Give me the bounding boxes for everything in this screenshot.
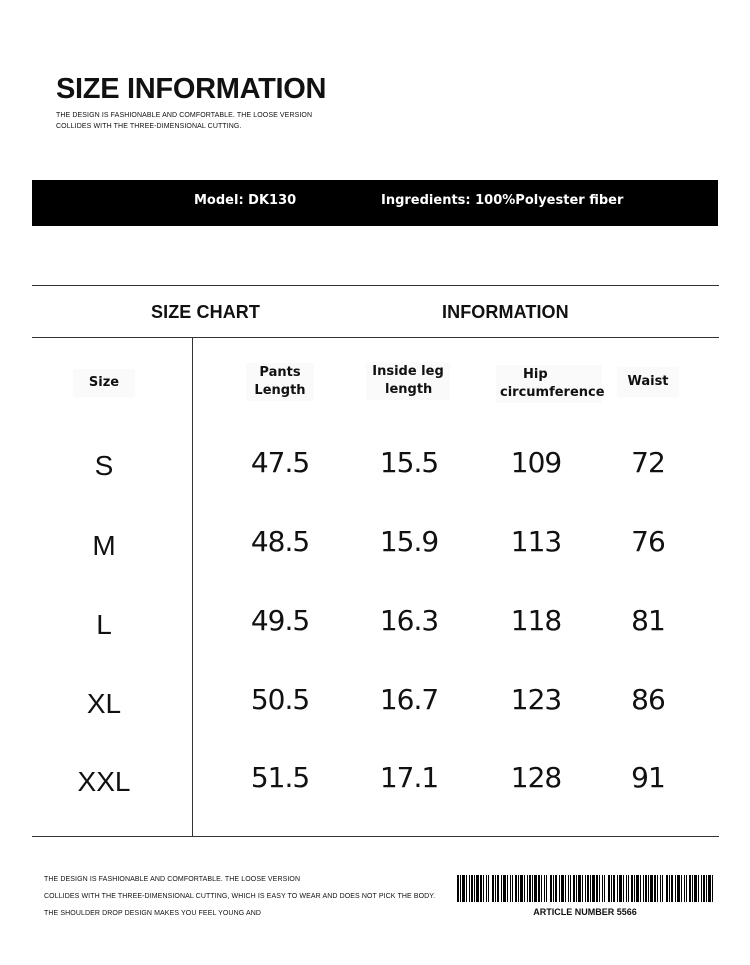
- subtitle-line-2: COLLIDES WITH THE THREE-DIMENSIONAL CUTTING.: [56, 123, 242, 130]
- page-title: SIZE INFORMATION: [56, 73, 327, 105]
- column-header-pants-length-line2: Length: [254, 383, 306, 398]
- table-cell-size: XXL: [77, 766, 131, 797]
- model-label: Model: DK130: [194, 193, 297, 208]
- size-chart-heading: SIZE CHART: [151, 302, 260, 322]
- table-cell-inside-leg: 16.3: [379, 604, 439, 637]
- column-header-hip-line1: Hip: [523, 367, 548, 382]
- column-header-inside-leg: [366, 362, 450, 400]
- table-cell-waist: 86: [631, 683, 665, 716]
- column-header-pants-length: [246, 363, 314, 401]
- table-cell-size: S: [94, 450, 114, 481]
- column-header-size-text: Size: [88, 375, 120, 390]
- table-cell-inside-leg: 16.7: [379, 683, 439, 716]
- footer-note-line-2: COLLIDES WITH THE THREE-DIMENSIONAL CUTTING, WHICH IS EASY TO WEAR AND DOES NOT PICK THE BODY.: [44, 893, 436, 900]
- table-cell-pants-length: 50.5: [250, 683, 310, 716]
- column-header-inside-leg-line1: Inside leg: [372, 364, 444, 379]
- table-cell-size: L: [96, 609, 112, 640]
- column-header-hip-line2: circumference: [500, 385, 605, 400]
- subtitle-line-1: THE DESIGN IS FASHIONABLE AND COMFORTABLE. THE LOOSE VERSION: [56, 112, 313, 119]
- table-cell-waist: 81: [631, 604, 665, 637]
- table-header-rule: [32, 337, 719, 338]
- table-cell-hip: 113: [510, 525, 562, 558]
- column-header-waist: [617, 367, 679, 397]
- table-cell-inside-leg: 15.5: [379, 446, 439, 479]
- table-cell-waist: 91: [631, 761, 665, 794]
- column-header-hip: [496, 365, 605, 403]
- ingredients-label: Ingredients: 100%Polyester fiber: [381, 193, 624, 208]
- table-bottom-rule: [32, 836, 719, 837]
- article-number: ARTICLE NUMBER 5566: [533, 907, 637, 917]
- table-cell-hip: 128: [510, 761, 562, 794]
- table-cell-size: XL: [86, 688, 122, 719]
- column-header-size: [73, 369, 135, 397]
- table-cell-pants-length: 48.5: [250, 525, 310, 558]
- table-cell-pants-length: 51.5: [250, 761, 310, 794]
- product-banner: [32, 180, 718, 226]
- table-cell-size: M: [92, 530, 116, 561]
- footer-note-line-1: THE DESIGN IS FASHIONABLE AND COMFORTABLE. THE LOOSE VERSION: [44, 876, 301, 883]
- column-header-pants-length-line1: Pants: [259, 365, 301, 380]
- column-header-inside-leg-line2: length: [385, 382, 433, 397]
- column-header-waist-text: Waist: [627, 374, 669, 389]
- table-cell-inside-leg: 15.9: [379, 525, 439, 558]
- table-top-rule: [32, 285, 719, 286]
- table-cell-waist: 76: [631, 525, 665, 558]
- barcode-icon: [457, 875, 713, 902]
- table-cell-pants-length: 47.5: [250, 446, 310, 479]
- table-cell-pants-length: 49.5: [250, 604, 310, 637]
- table-column-divider: [192, 337, 193, 836]
- table-cell-inside-leg: 17.1: [379, 761, 439, 794]
- footer-note-line-3: THE SHOULDER DROP DESIGN MAKES YOU FEEL YOUNG AND: [44, 910, 262, 917]
- table-cell-hip: 123: [510, 683, 562, 716]
- table-cell-waist: 72: [631, 446, 665, 479]
- table-cell-hip: 118: [510, 604, 562, 637]
- information-heading: INFORMATION: [442, 302, 569, 322]
- table-cell-hip: 109: [510, 446, 562, 479]
